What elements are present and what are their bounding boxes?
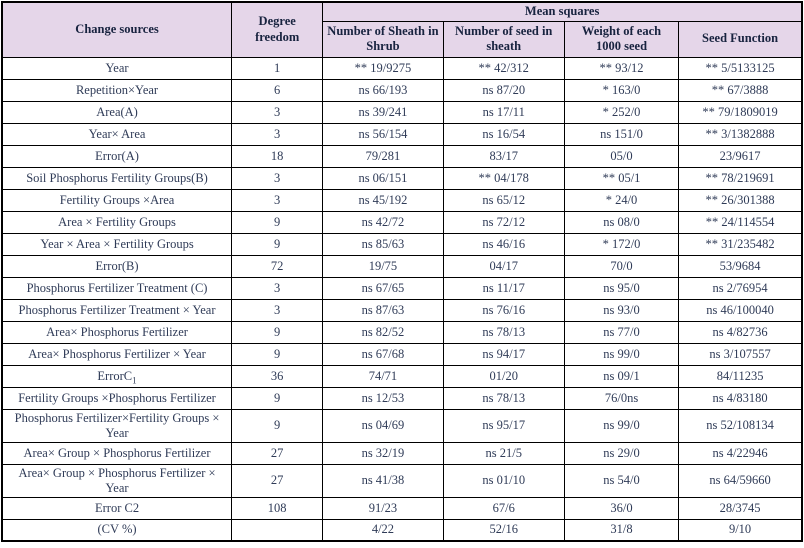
degree-freedom-cell: 18 — [232, 145, 323, 167]
table-row — [2, 167, 802, 189]
mean-square-value-cell: ns 67/65 — [323, 277, 443, 299]
mean-square-value-cell: ns 39/241 — [323, 101, 443, 123]
change-source-cell: Error(B) — [2, 255, 232, 277]
table-row — [2, 57, 802, 79]
change-source-cell: Error C2 — [2, 497, 232, 519]
change-source-cell: Year× Area — [2, 123, 232, 145]
mean-square-value-cell: 52/16 — [443, 519, 564, 541]
degree-freedom-cell: 9 — [232, 387, 323, 409]
mean-square-value-cell: ns 85/63 — [323, 233, 443, 255]
mean-square-value-cell: ns 41/38 — [323, 464, 443, 497]
mean-square-value-cell: 4/22 — [323, 519, 443, 541]
mean-square-value-cell: ns 06/151 — [323, 167, 443, 189]
table-row — [2, 519, 802, 541]
table-row — [2, 79, 802, 101]
table-row — [2, 387, 802, 409]
mean-square-value-cell: ** 78/219691 — [679, 167, 802, 189]
mean-square-value-cell: 91/23 — [323, 497, 443, 519]
change-source-cell: Area× Group × Phosphorus Fertilizer — [2, 442, 232, 464]
mean-square-value-cell: ns 65/12 — [443, 189, 564, 211]
degree-freedom-cell: 3 — [232, 123, 323, 145]
mean-square-value-cell: ns 64/59660 — [679, 464, 802, 497]
degree-freedom-cell: 27 — [232, 442, 323, 464]
table-row — [2, 321, 802, 343]
change-source-cell: Year × Area × Fertility Groups — [2, 233, 232, 255]
column-header-seed-in-sheath: Number of seed in sheath — [443, 21, 564, 57]
mean-square-value-cell: ns 4/22946 — [679, 442, 802, 464]
mean-square-value-cell: ** 31/235482 — [679, 233, 802, 255]
mean-square-value-cell: ns 45/192 — [323, 189, 443, 211]
mean-square-value-cell: 28/3745 — [679, 497, 802, 519]
header-row-top — [2, 2, 802, 21]
mean-square-value-cell: 74/71 — [323, 365, 443, 387]
mean-square-value-cell: 36/0 — [564, 497, 678, 519]
mean-square-value-cell: ns 56/154 — [323, 123, 443, 145]
mean-square-value-cell: * 24/0 — [564, 189, 678, 211]
mean-square-value-cell: 19/75 — [323, 255, 443, 277]
mean-square-value-cell: ns 99/0 — [564, 409, 678, 442]
mean-square-value-cell: ns 08/0 — [564, 211, 678, 233]
mean-square-value-cell: ns 3/107557 — [679, 343, 802, 365]
mean-square-value-cell: ns 01/10 — [443, 464, 564, 497]
table-row — [2, 101, 802, 123]
mean-square-value-cell: 04/17 — [443, 255, 564, 277]
table-body — [2, 57, 802, 541]
mean-square-value-cell: 79/281 — [323, 145, 443, 167]
change-source-cell: (CV %) — [2, 519, 232, 541]
mean-square-value-cell: ns 66/193 — [323, 79, 443, 101]
mean-square-value-cell: ns 09/1 — [564, 365, 678, 387]
change-source-cell: Soil Phosphorus Fertility Groups(B) — [2, 167, 232, 189]
mean-square-value-cell: 67/6 — [443, 497, 564, 519]
mean-square-value-cell: ns 82/52 — [323, 321, 443, 343]
mean-square-value-cell: ns 52/108134 — [679, 409, 802, 442]
mean-square-value-cell: ns 67/68 — [323, 343, 443, 365]
column-header-change-sources: Change sources — [2, 2, 232, 57]
degree-freedom-cell: 9 — [232, 343, 323, 365]
mean-square-value-cell: 31/8 — [564, 519, 678, 541]
mean-square-value-cell: ns 78/13 — [443, 321, 564, 343]
table-row — [2, 409, 802, 442]
mean-square-value-cell: ns 99/0 — [564, 343, 678, 365]
mean-square-value-cell: ns 04/69 — [323, 409, 443, 442]
mean-square-value-cell: ** 26/301388 — [679, 189, 802, 211]
degree-freedom-cell: 3 — [232, 299, 323, 321]
degree-freedom-cell: 9 — [232, 211, 323, 233]
mean-square-value-cell: ns 95/17 — [443, 409, 564, 442]
degree-freedom-cell — [232, 519, 323, 541]
mean-square-value-cell: ns 21/5 — [443, 442, 564, 464]
mean-square-value-cell: ns 151/0 — [564, 123, 678, 145]
mean-square-value-cell: ** 79/1809019 — [679, 101, 802, 123]
mean-square-value-cell: ** 67/3888 — [679, 79, 802, 101]
change-source-cell: Error(A) — [2, 145, 232, 167]
mean-square-value-cell: ns 16/54 — [443, 123, 564, 145]
table-header — [2, 2, 802, 57]
mean-square-value-cell: ns 93/0 — [564, 299, 678, 321]
column-header-sheath-in-shrub: Number of Sheath in Shrub — [323, 21, 443, 57]
change-source-cell: Area(A) — [2, 101, 232, 123]
mean-square-value-cell: ** 42/312 — [443, 57, 564, 79]
mean-square-value-cell: ns 42/72 — [323, 211, 443, 233]
degree-freedom-cell: 72 — [232, 255, 323, 277]
mean-square-value-cell: * 252/0 — [564, 101, 678, 123]
table-row — [2, 233, 802, 255]
change-source-cell: ErrorC$_1$ — [2, 365, 232, 387]
degree-freedom-cell: 6 — [232, 79, 323, 101]
change-source-cell: Area × Fertility Groups — [2, 211, 232, 233]
change-source-cell: Year — [2, 57, 232, 79]
change-source-cell: Fertility Groups ×Area — [2, 189, 232, 211]
mean-square-value-cell: ns 29/0 — [564, 442, 678, 464]
mean-square-value-cell: ns 46/100040 — [679, 299, 802, 321]
mean-square-value-cell: ns 77/0 — [564, 321, 678, 343]
change-source-cell: Phosphorus Fertilizer Treatment (C) — [2, 277, 232, 299]
table-row — [2, 299, 802, 321]
mean-square-value-cell: ns 32/19 — [323, 442, 443, 464]
table-row — [2, 211, 802, 233]
mean-square-value-cell: ns 95/0 — [564, 277, 678, 299]
table-row — [2, 145, 802, 167]
change-source-cell: Area× Phosphorus Fertilizer × Year — [2, 343, 232, 365]
change-source-cell: Repetition×Year — [2, 79, 232, 101]
mean-square-value-cell: ns 4/83180 — [679, 387, 802, 409]
mean-square-value-cell: ns 11/17 — [443, 277, 564, 299]
mean-square-value-cell: ns 12/53 — [323, 387, 443, 409]
degree-freedom-cell: 36 — [232, 365, 323, 387]
table-row — [2, 255, 802, 277]
change-source-cell: Phosphorus Fertilizer Treatment × Year — [2, 299, 232, 321]
degree-freedom-cell: 3 — [232, 277, 323, 299]
table-row — [2, 464, 802, 497]
mean-square-value-cell: 23/9617 — [679, 145, 802, 167]
mean-square-value-cell: 9/10 — [679, 519, 802, 541]
column-group-header-mean-squares: Mean squares — [323, 2, 802, 21]
mean-square-value-cell: ns 46/16 — [443, 233, 564, 255]
mean-square-value-cell: 83/17 — [443, 145, 564, 167]
degree-freedom-cell: 27 — [232, 464, 323, 497]
mean-square-value-cell: ns 72/12 — [443, 211, 564, 233]
mean-square-value-cell: * 172/0 — [564, 233, 678, 255]
change-source-cell: Fertility Groups ×Phosphorus Fertilizer — [2, 387, 232, 409]
change-source-cell: Area× Phosphorus Fertilizer — [2, 321, 232, 343]
column-header-seed-function: Seed Function — [679, 21, 802, 57]
table-row — [2, 442, 802, 464]
mean-square-value-cell: ns 4/82736 — [679, 321, 802, 343]
table-row — [2, 497, 802, 519]
source-subscript: 1 — [132, 375, 137, 386]
degree-freedom-cell: 3 — [232, 189, 323, 211]
table-row — [2, 365, 802, 387]
degree-freedom-cell: 9 — [232, 233, 323, 255]
mean-square-value-cell: ns 87/63 — [323, 299, 443, 321]
mean-square-value-cell: 84/11235 — [679, 365, 802, 387]
degree-freedom-cell: 108 — [232, 497, 323, 519]
mean-square-value-cell: 76/0ns — [564, 387, 678, 409]
degree-freedom-cell: 9 — [232, 321, 323, 343]
mean-square-value-cell: ** 5/5133125 — [679, 57, 802, 79]
degree-freedom-cell: 3 — [232, 101, 323, 123]
mean-square-value-cell: ns 54/0 — [564, 464, 678, 497]
mean-square-value-cell: * 163/0 — [564, 79, 678, 101]
change-source-cell: Phosphorus Fertilizer×Fertility Groups × Year — [2, 409, 232, 442]
column-header-degree-freedom: Degree freedom — [232, 2, 323, 57]
mean-square-value-cell: ** 3/1382888 — [679, 123, 802, 145]
mean-square-value-cell: ns 78/13 — [443, 387, 564, 409]
degree-freedom-cell: 1 — [232, 57, 323, 79]
column-header-weight-1000-seed: Weight of each 1000 seed — [564, 21, 678, 57]
anova-table — [1, 1, 803, 542]
mean-square-value-cell: ns 17/11 — [443, 101, 564, 123]
mean-square-value-cell: 53/9684 — [679, 255, 802, 277]
change-source-cell: Area× Group × Phosphorus Fertilizer × Year — [2, 464, 232, 497]
degree-freedom-cell: 3 — [232, 167, 323, 189]
mean-square-value-cell: ns 76/16 — [443, 299, 564, 321]
mean-square-value-cell: 01/20 — [443, 365, 564, 387]
degree-freedom-cell: 9 — [232, 409, 323, 442]
mean-square-value-cell: ** 04/178 — [443, 167, 564, 189]
table-row — [2, 189, 802, 211]
mean-square-value-cell: ** 24/114554 — [679, 211, 802, 233]
mean-square-value-cell: 70/0 — [564, 255, 678, 277]
table-row — [2, 343, 802, 365]
table-row — [2, 123, 802, 145]
mean-square-value-cell: ns 87/20 — [443, 79, 564, 101]
mean-square-value-cell: ** 93/12 — [564, 57, 678, 79]
mean-square-value-cell: ** 19/9275 — [323, 57, 443, 79]
table-row — [2, 277, 802, 299]
mean-square-value-cell: ** 05/1 — [564, 167, 678, 189]
mean-square-value-cell: ns 94/17 — [443, 343, 564, 365]
mean-square-value-cell: 05/0 — [564, 145, 678, 167]
mean-square-value-cell: ns 2/76954 — [679, 277, 802, 299]
